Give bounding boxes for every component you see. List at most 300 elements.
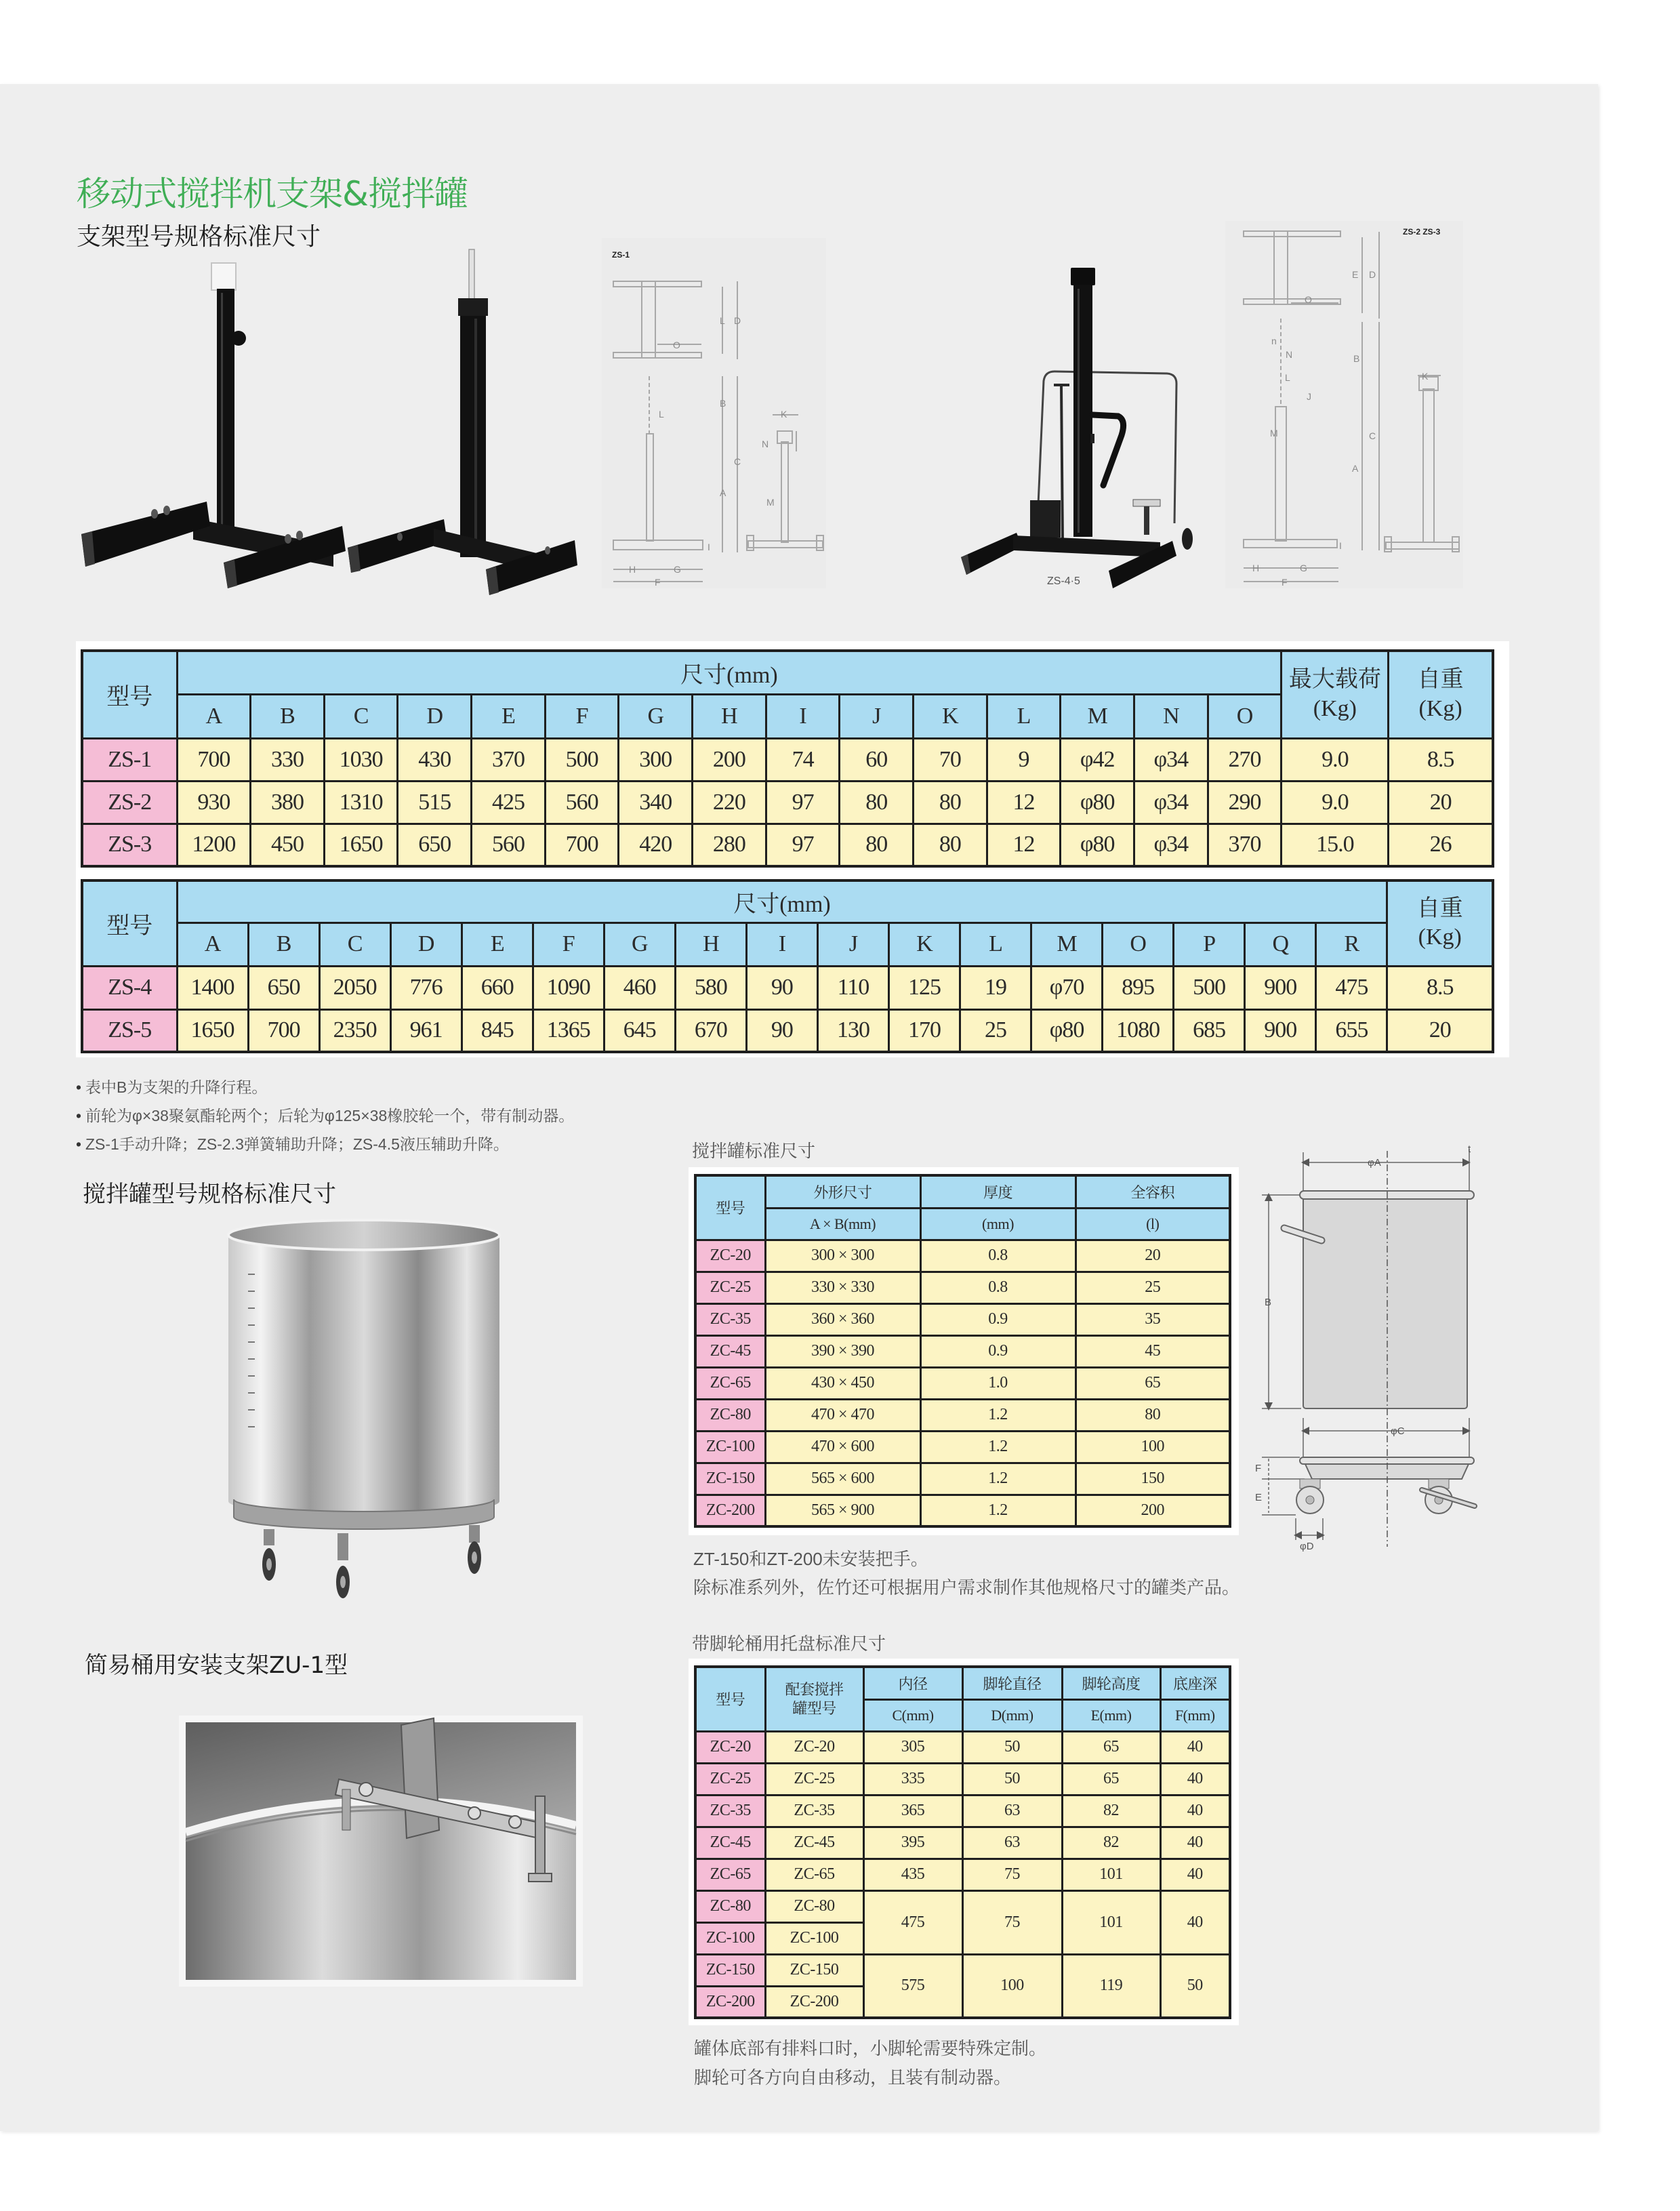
dimension-cell: 1200 bbox=[177, 824, 251, 866]
weight-header-unit: (Kg) bbox=[1418, 925, 1462, 950]
wheel-height-cell: 119 bbox=[1062, 1954, 1160, 2018]
model-cell: ZC-20 bbox=[695, 1731, 765, 1763]
dimension-cell: 70 bbox=[914, 738, 987, 781]
size-cell: 565 × 600 bbox=[765, 1463, 920, 1495]
tank-model-cell: ZC-80 bbox=[765, 1890, 863, 1922]
table-row bbox=[82, 738, 1493, 781]
column-header: H bbox=[675, 922, 746, 966]
model-cell: ZC-100 bbox=[695, 1922, 765, 1954]
dimension-cell: 97 bbox=[766, 781, 840, 824]
table-row bbox=[695, 1335, 1230, 1367]
outer-size-header: 外形尺寸 bbox=[765, 1175, 920, 1208]
dim-label: F bbox=[655, 577, 661, 588]
inner-diameter-cell: 575 bbox=[863, 1954, 962, 2018]
dimension-cell: 19 bbox=[960, 966, 1031, 1009]
wheel-diameter-cell: 75 bbox=[962, 1859, 1062, 1890]
dimension-cell: 660 bbox=[462, 966, 533, 1009]
column-header: J bbox=[817, 922, 888, 966]
dimension-cell: φ80 bbox=[1061, 781, 1134, 824]
wheel-diameter-cell: 50 bbox=[962, 1763, 1062, 1795]
table-row bbox=[695, 1431, 1230, 1463]
base-depth-unit: F(mm) bbox=[1160, 1699, 1230, 1731]
size-cell: 360 × 360 bbox=[765, 1303, 920, 1335]
tank-photo bbox=[224, 1218, 504, 1604]
dimension-cell: 25 bbox=[960, 1009, 1031, 1052]
base-depth-header: 底座深 bbox=[1160, 1667, 1230, 1699]
dimension-cell: 1400 bbox=[177, 966, 248, 1009]
wheel-height-cell: 82 bbox=[1062, 1795, 1160, 1827]
header-row bbox=[82, 651, 1493, 694]
wheel-height-unit: E(mm) bbox=[1062, 1699, 1160, 1731]
dim-label: L bbox=[659, 409, 664, 420]
dimension-cell: φ34 bbox=[1134, 824, 1208, 866]
dimension-cell: φ80 bbox=[1031, 1009, 1103, 1052]
tank-section-heading: 搅拌罐型号规格标准尺寸 bbox=[83, 1181, 336, 1208]
dim-label: φD bbox=[1300, 1541, 1314, 1552]
tank-model-cell: ZC-25 bbox=[765, 1763, 863, 1795]
stand-photo-manual bbox=[81, 263, 346, 588]
tank-note: 除标准系列外，佐竹还可根据用户需求制作其他规格尺寸的罐类产品。 bbox=[693, 1577, 1240, 1598]
dimension-cell: 110 bbox=[817, 966, 888, 1009]
column-header: F bbox=[533, 922, 604, 966]
inner-diameter-header: 内径 bbox=[863, 1667, 962, 1699]
dimension-cell: 80 bbox=[840, 824, 914, 866]
model-cell: ZC-200 bbox=[695, 1495, 765, 1526]
thickness-unit: (mm) bbox=[920, 1208, 1075, 1240]
model-cell: ZC-25 bbox=[695, 1763, 765, 1795]
header-row bbox=[82, 880, 1493, 922]
zs23-dimension-diagram bbox=[1225, 221, 1463, 588]
column-header: B bbox=[248, 922, 319, 966]
dim-label: M bbox=[1270, 428, 1278, 439]
weight-header-label: 自重 bbox=[1416, 895, 1463, 921]
dim-label: C bbox=[734, 456, 741, 467]
header-row bbox=[695, 1208, 1230, 1240]
zs1-dimension-diagram bbox=[602, 238, 826, 588]
dim-label: O bbox=[673, 340, 680, 350]
dimension-cell: 170 bbox=[888, 1009, 960, 1052]
dimension-cell: 1090 bbox=[533, 966, 604, 1009]
header-row bbox=[82, 694, 1493, 738]
bolt-icon bbox=[359, 1783, 373, 1796]
model-cell: ZS-5 bbox=[82, 1009, 177, 1052]
tank-model-cell: ZC-150 bbox=[765, 1954, 863, 1986]
dimension-cell: 340 bbox=[619, 781, 693, 824]
base-depth-cell: 50 bbox=[1160, 1954, 1230, 2018]
weight-header-unit: (Kg) bbox=[1418, 695, 1462, 721]
dim-label: E bbox=[1255, 1492, 1263, 1503]
dimension-cell: 1310 bbox=[324, 781, 398, 824]
dim-label: M bbox=[766, 497, 775, 508]
model-cell: ZS-4 bbox=[82, 966, 177, 1009]
column-header: K bbox=[888, 922, 960, 966]
note-text: 前轮为φ×38聚氨酯轮两个；后轮为φ125×38橡胶轮一个，带有制动器。 bbox=[85, 1107, 575, 1124]
bolt-icon bbox=[509, 1816, 521, 1828]
model-cell: ZC-65 bbox=[695, 1367, 765, 1399]
dimension-cell: 380 bbox=[251, 781, 325, 824]
model-cell: ZC-45 bbox=[695, 1335, 765, 1367]
tank-model-cell: ZC-45 bbox=[765, 1827, 863, 1859]
photo-caption: ZS-4·5 bbox=[1047, 575, 1080, 587]
wheel-diameter-cell: 63 bbox=[962, 1795, 1062, 1827]
column-header: G bbox=[619, 694, 693, 738]
thickness-cell: 1.2 bbox=[920, 1431, 1075, 1463]
tray-table-caption: 带脚轮桶用托盘标准尺寸 bbox=[692, 1634, 886, 1654]
table-row bbox=[695, 1463, 1230, 1495]
dimension-cell: 895 bbox=[1103, 966, 1174, 1009]
dimension-cell: 80 bbox=[914, 781, 987, 824]
dim-label: D bbox=[1369, 269, 1376, 280]
dim-label: I bbox=[1339, 540, 1342, 551]
thickness-cell: 0.8 bbox=[920, 1272, 1075, 1303]
capacity-cell: 20 bbox=[1075, 1240, 1230, 1272]
dim-label: N bbox=[1286, 349, 1293, 360]
knob-icon bbox=[231, 331, 246, 346]
dimension-cell: 80 bbox=[840, 781, 914, 824]
column-header: R bbox=[1316, 922, 1387, 966]
wheel-height-cell: 82 bbox=[1062, 1827, 1160, 1859]
table-row bbox=[695, 1399, 1230, 1431]
thickness-cell: 1.2 bbox=[920, 1463, 1075, 1495]
weight-header bbox=[1387, 880, 1493, 966]
tray-spec-table bbox=[694, 1665, 1231, 2019]
inner-diameter-cell: 395 bbox=[863, 1827, 962, 1859]
dimension-cell: 125 bbox=[888, 966, 960, 1009]
table-row bbox=[695, 1890, 1230, 1922]
dimension-cell: 97 bbox=[766, 824, 840, 866]
dimension-cell: 776 bbox=[390, 966, 462, 1009]
column-header: C bbox=[319, 922, 390, 966]
model-header: 型号 bbox=[695, 1175, 765, 1240]
table-row bbox=[82, 966, 1493, 1009]
dimension-cell: 9 bbox=[987, 738, 1061, 781]
dimension-cell: 330 bbox=[251, 738, 325, 781]
dimension-cell: 430 bbox=[398, 738, 472, 781]
size-cell: 330 × 330 bbox=[765, 1272, 920, 1303]
tank-model-cell: ZC-100 bbox=[765, 1922, 863, 1954]
bullet-icon: • bbox=[76, 1107, 82, 1124]
dimension-cell: 370 bbox=[472, 738, 546, 781]
table-row bbox=[82, 824, 1493, 866]
wheel-height-cell: 65 bbox=[1062, 1763, 1160, 1795]
dimension-cell: 700 bbox=[248, 1009, 319, 1052]
dim-label: B bbox=[1265, 1297, 1272, 1308]
dim-label: N bbox=[762, 439, 769, 449]
column-header: C bbox=[324, 694, 398, 738]
dimension-cell: 650 bbox=[248, 966, 319, 1009]
dim-label: C bbox=[1369, 430, 1376, 441]
weight-cell: 20 bbox=[1389, 781, 1493, 824]
column-header: N bbox=[1134, 694, 1208, 738]
table-row bbox=[695, 1731, 1230, 1763]
column-header: E bbox=[462, 922, 533, 966]
wheel-diameter-cell: 100 bbox=[962, 1954, 1062, 2018]
size-cell: 390 × 390 bbox=[765, 1335, 920, 1367]
model-cell: ZC-100 bbox=[695, 1431, 765, 1463]
dimension-cell: 1365 bbox=[533, 1009, 604, 1052]
base-depth-cell: 40 bbox=[1160, 1890, 1230, 1954]
page-title: 移动式搅拌机支架&搅拌罐 bbox=[77, 174, 468, 214]
table-row bbox=[82, 1009, 1493, 1052]
column-header: D bbox=[398, 694, 472, 738]
base-depth-cell: 40 bbox=[1160, 1763, 1230, 1795]
table-row bbox=[695, 1303, 1230, 1335]
column-header: K bbox=[914, 694, 987, 738]
dimension-cell: 370 bbox=[1208, 824, 1282, 866]
wheel-diameter-unit: D(mm) bbox=[962, 1699, 1062, 1731]
capacity-unit: (l) bbox=[1075, 1208, 1230, 1240]
dim-label: A bbox=[1352, 463, 1359, 474]
wheel-diameter-cell: 50 bbox=[962, 1731, 1062, 1763]
model-cell: ZS-2 bbox=[82, 781, 177, 824]
tank-note: ZT-150和ZT-200未安装把手。 bbox=[693, 1549, 928, 1569]
dimension-cell: 1080 bbox=[1103, 1009, 1174, 1052]
dim-label: F bbox=[1282, 577, 1288, 588]
dimension-cell: 130 bbox=[817, 1009, 888, 1052]
capacity-cell: 100 bbox=[1075, 1431, 1230, 1463]
dim-label: D bbox=[734, 315, 741, 326]
model-cell: ZC-80 bbox=[695, 1399, 765, 1431]
model-cell: ZC-65 bbox=[695, 1859, 765, 1890]
dim-label: t bbox=[1468, 1143, 1471, 1155]
base-depth-cell: 40 bbox=[1160, 1859, 1230, 1890]
dimension-cell: 60 bbox=[840, 738, 914, 781]
thickness-cell: 1.2 bbox=[920, 1495, 1075, 1526]
table-row bbox=[82, 781, 1493, 824]
table-row bbox=[695, 1272, 1230, 1303]
dim-label: φC bbox=[1391, 1425, 1405, 1437]
dim-label: G bbox=[1300, 563, 1307, 573]
dimension-cell: φ34 bbox=[1134, 738, 1208, 781]
dim-label: L bbox=[720, 315, 725, 326]
zu1-section-heading: 简易桶用安装支架ZU-1型 bbox=[85, 1652, 348, 1679]
wheel-height-cell: 101 bbox=[1062, 1859, 1160, 1890]
dim-label: H bbox=[1252, 563, 1260, 573]
wheel-diameter-cell: 63 bbox=[962, 1827, 1062, 1859]
dimension-cell: 560 bbox=[545, 781, 619, 824]
model-cell: ZC-45 bbox=[695, 1827, 765, 1859]
column-header: J bbox=[840, 694, 914, 738]
column-header: O bbox=[1208, 694, 1282, 738]
inner-diameter-cell: 475 bbox=[863, 1890, 962, 1954]
column-header: B bbox=[251, 694, 325, 738]
table-row bbox=[695, 1495, 1230, 1526]
dimension-cell: 300 bbox=[619, 738, 693, 781]
note-text: 表中B为支架的升降行程。 bbox=[85, 1078, 268, 1096]
thickness-cell: 0.8 bbox=[920, 1240, 1075, 1272]
capacity-header: 全容积 bbox=[1075, 1175, 1230, 1208]
bolt-icon bbox=[468, 1807, 480, 1819]
size-cell: 470 × 600 bbox=[765, 1431, 920, 1463]
dimension-cell: 90 bbox=[746, 966, 817, 1009]
dim-label: G bbox=[674, 564, 681, 575]
tank-dimension-diagram bbox=[1246, 1141, 1477, 1554]
tank-model-cell: ZC-35 bbox=[765, 1795, 863, 1827]
dimension-cell: 1650 bbox=[324, 824, 398, 866]
model-cell: ZC-150 bbox=[695, 1954, 765, 1986]
base-depth-cell: 40 bbox=[1160, 1731, 1230, 1763]
column-header: F bbox=[545, 694, 619, 738]
table-row bbox=[695, 1954, 1230, 1986]
dimension-cell: 580 bbox=[675, 966, 746, 1009]
table-row bbox=[695, 1240, 1230, 1272]
dimension-cell: 1030 bbox=[324, 738, 398, 781]
column-header: L bbox=[987, 694, 1061, 738]
stand-note bbox=[76, 1078, 267, 1097]
dimensions-header: 尺寸(mm) bbox=[177, 880, 1387, 922]
model-header: 型号 bbox=[695, 1667, 765, 1731]
dimension-cell: 655 bbox=[1316, 1009, 1387, 1052]
dimension-cell: 80 bbox=[914, 824, 987, 866]
dimension-cell: φ42 bbox=[1061, 738, 1134, 781]
column-header: O bbox=[1103, 922, 1174, 966]
tray-note: 罐体底部有排料口时，小脚轮需要特殊定制。 bbox=[694, 2038, 1047, 2058]
tank-spec-table bbox=[694, 1174, 1231, 1528]
dim-label: K bbox=[1422, 371, 1429, 382]
dim-label: B bbox=[1353, 353, 1360, 364]
dimension-cell: 2350 bbox=[319, 1009, 390, 1052]
weight-header bbox=[1389, 651, 1493, 738]
dimension-cell: φ34 bbox=[1134, 781, 1208, 824]
dimension-cell: 515 bbox=[398, 781, 472, 824]
tank-model-header bbox=[765, 1667, 863, 1731]
diagram-title: ZS-1 bbox=[612, 250, 630, 260]
dimension-cell: φ80 bbox=[1061, 824, 1134, 866]
weight-cell: 20 bbox=[1387, 1009, 1493, 1052]
dimension-cell: 90 bbox=[746, 1009, 817, 1052]
model-header: 型号 bbox=[82, 880, 177, 966]
dimension-cell: 560 bbox=[472, 824, 546, 866]
stand-spec-table-1 bbox=[81, 649, 1494, 868]
stand-photos bbox=[77, 237, 585, 603]
inner-diameter-cell: 365 bbox=[863, 1795, 962, 1827]
note-text: ZS-1手动升降；ZS-2.3弹簧辅助升降；ZS-4.5液压辅助升降。 bbox=[85, 1135, 509, 1153]
capacity-cell: 150 bbox=[1075, 1463, 1230, 1495]
column-header: A bbox=[177, 922, 248, 966]
dimension-cell: 12 bbox=[987, 824, 1061, 866]
dimension-cell: 2050 bbox=[319, 966, 390, 1009]
wheel-diameter-cell: 75 bbox=[962, 1890, 1062, 1954]
dimension-cell: 961 bbox=[390, 1009, 462, 1052]
header-row bbox=[695, 1175, 1230, 1208]
tank-model-cell: ZC-65 bbox=[765, 1859, 863, 1890]
dimension-cell: 670 bbox=[675, 1009, 746, 1052]
inner-diameter-cell: 335 bbox=[863, 1763, 962, 1795]
size-cell: 565 × 900 bbox=[765, 1495, 920, 1526]
capacity-cell: 65 bbox=[1075, 1367, 1230, 1399]
tank-model-header-line2: 罐型号 bbox=[792, 1699, 836, 1717]
dim-label: J bbox=[1307, 391, 1311, 402]
stand-photo-hydraulic bbox=[938, 252, 1209, 591]
zu1-bracket-photo bbox=[179, 1716, 583, 1987]
dimension-cell: 420 bbox=[619, 824, 693, 866]
dimension-cell: 200 bbox=[693, 738, 766, 781]
caster-icon bbox=[468, 1525, 481, 1574]
dimension-cell: 500 bbox=[1174, 966, 1245, 1009]
dimension-cell: 270 bbox=[1208, 738, 1282, 781]
thickness-header: 厚度 bbox=[920, 1175, 1075, 1208]
max-load-cell: 9.0 bbox=[1282, 781, 1389, 824]
model-cell: ZC-35 bbox=[695, 1303, 765, 1335]
tank-model-header-line1: 配套搅拌 bbox=[785, 1681, 844, 1699]
caster-icon bbox=[1422, 1479, 1475, 1514]
dimension-cell: 685 bbox=[1174, 1009, 1245, 1052]
tank-table-caption: 搅拌罐标准尺寸 bbox=[692, 1141, 816, 1161]
model-cell: ZC-25 bbox=[695, 1272, 765, 1303]
stand-spec-table-2 bbox=[81, 879, 1494, 1053]
dimension-cell: φ70 bbox=[1031, 966, 1103, 1009]
column-header: D bbox=[390, 922, 462, 966]
column-header: E bbox=[472, 694, 546, 738]
caster-icon bbox=[336, 1533, 350, 1598]
stand-note bbox=[76, 1135, 509, 1154]
column-header: M bbox=[1031, 922, 1103, 966]
dimension-cell: 900 bbox=[1245, 1009, 1316, 1052]
dimension-cell: 12 bbox=[987, 781, 1061, 824]
capacity-cell: 35 bbox=[1075, 1303, 1230, 1335]
column-header: H bbox=[693, 694, 766, 738]
dimension-cell: 290 bbox=[1208, 781, 1282, 824]
dim-label: B bbox=[720, 398, 726, 409]
capacity-cell: 25 bbox=[1075, 1272, 1230, 1303]
max-load-cell: 9.0 bbox=[1282, 738, 1389, 781]
column-header: P bbox=[1174, 922, 1245, 966]
model-cell: ZC-80 bbox=[695, 1890, 765, 1922]
max-load-header-label: 最大载荷 bbox=[1288, 667, 1381, 693]
dimension-cell: 1650 bbox=[177, 1009, 248, 1052]
dim-label: E bbox=[1352, 269, 1359, 280]
wheel-diameter-header: 脚轮直径 bbox=[962, 1667, 1062, 1699]
dimension-cell: 700 bbox=[177, 738, 251, 781]
base-depth-cell: 40 bbox=[1160, 1827, 1230, 1859]
weight-header-label: 自重 bbox=[1417, 667, 1464, 693]
thickness-cell: 1.2 bbox=[920, 1399, 1075, 1431]
weight-cell: 8.5 bbox=[1387, 966, 1493, 1009]
caster-icon bbox=[262, 1529, 276, 1581]
bullet-icon: • bbox=[76, 1078, 82, 1096]
model-cell: ZS-3 bbox=[82, 824, 177, 866]
dim-label: L bbox=[1285, 372, 1290, 383]
tank-model-cell: ZC-20 bbox=[765, 1731, 863, 1763]
size-cell: 430 × 450 bbox=[765, 1367, 920, 1399]
stand-note bbox=[76, 1106, 574, 1125]
dimension-cell: 220 bbox=[693, 781, 766, 824]
header-row bbox=[82, 922, 1493, 966]
dimension-cell: 900 bbox=[1245, 966, 1316, 1009]
thickness-cell: 1.0 bbox=[920, 1367, 1075, 1399]
dim-label: H bbox=[629, 564, 636, 575]
table-row bbox=[695, 1795, 1230, 1827]
model-cell: ZC-35 bbox=[695, 1795, 765, 1827]
max-load-header-unit: (Kg) bbox=[1313, 695, 1357, 721]
column-header: G bbox=[604, 922, 675, 966]
base-depth-cell: 40 bbox=[1160, 1795, 1230, 1827]
inner-diameter-cell: 305 bbox=[863, 1731, 962, 1763]
dim-label: I bbox=[708, 542, 710, 552]
column-header: I bbox=[766, 694, 840, 738]
inner-diameter-unit: C(mm) bbox=[863, 1699, 962, 1731]
dim-label: A bbox=[720, 487, 726, 498]
stand-photo-spring bbox=[348, 249, 577, 595]
dimension-cell: 475 bbox=[1316, 966, 1387, 1009]
header-row bbox=[695, 1667, 1230, 1699]
capacity-cell: 45 bbox=[1075, 1335, 1230, 1367]
dimension-cell: 450 bbox=[251, 824, 325, 866]
dim-label: O bbox=[1305, 294, 1312, 305]
stand-spec-subtitle: 支架型号规格标准尺寸 bbox=[77, 223, 321, 251]
inner-diameter-cell: 435 bbox=[863, 1859, 962, 1890]
dim-label: n bbox=[1271, 336, 1277, 346]
